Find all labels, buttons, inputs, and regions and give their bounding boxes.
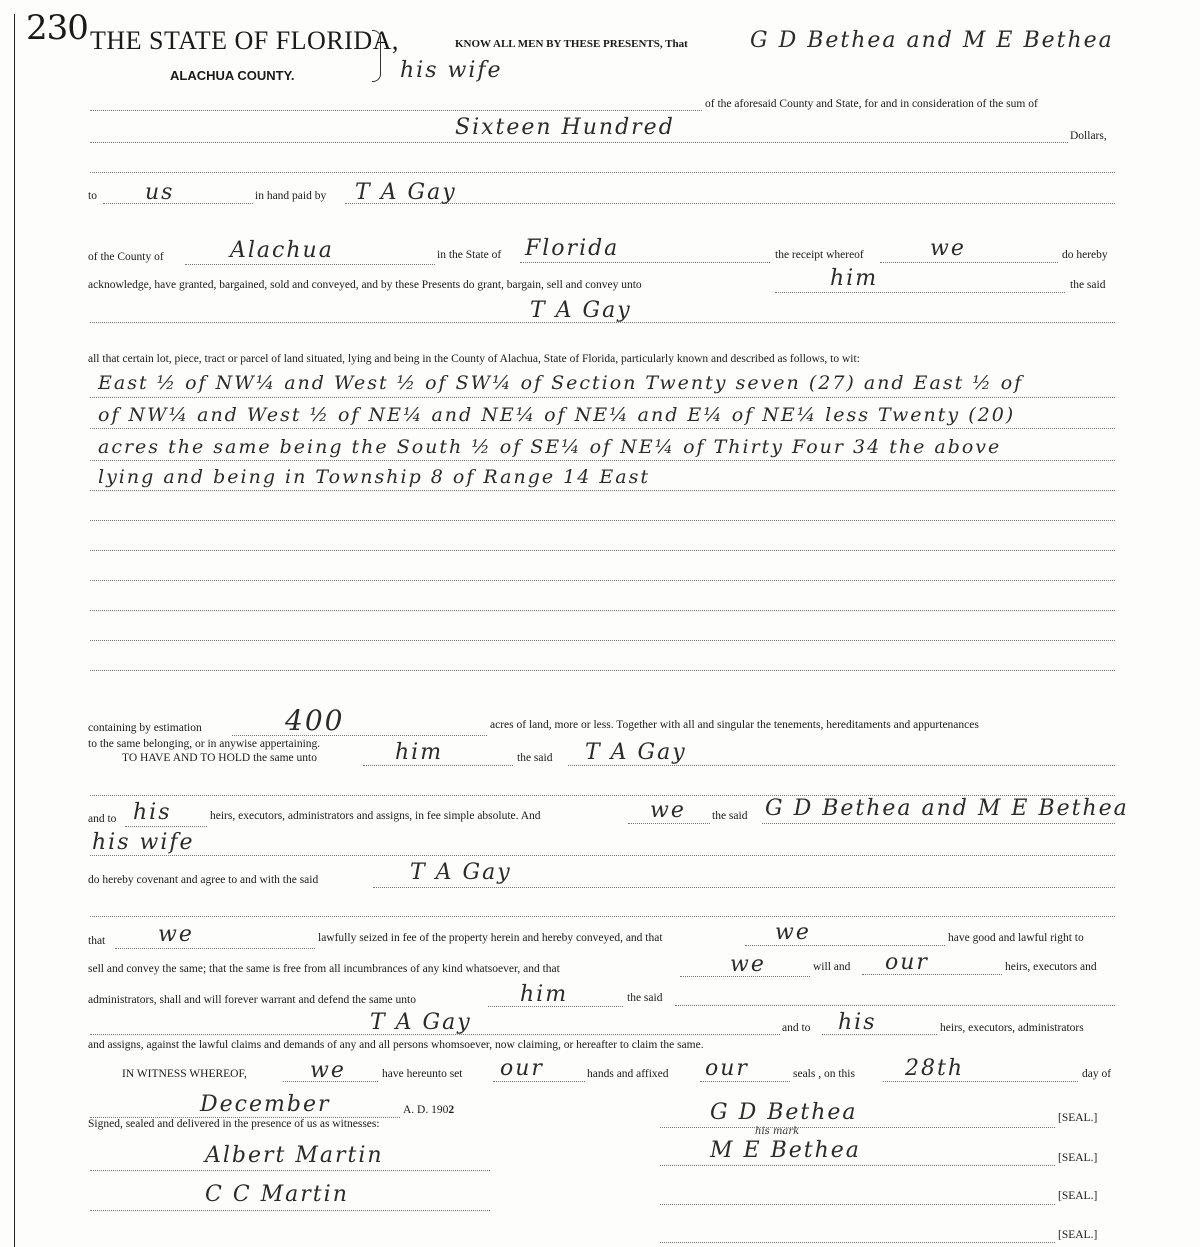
legal-description-line: lying and being in Township 8 of Range 14 East [98,466,650,488]
blank-line [90,670,1115,671]
know-all-text: KNOW ALL MEN BY THESE PRESENTS, That [455,38,688,50]
signature-line [660,1127,1055,1128]
do-hereby-text: do hereby [1062,249,1108,261]
hands-our-handwritten: our [500,1056,544,1081]
blank-line [90,397,1115,398]
his-wife-handwritten: his wife [92,830,195,855]
said-grantors-handwritten: G D Bethea and M E Bethea [765,796,1129,821]
will-and-text: will and [813,961,851,973]
witness-line [90,1170,490,1171]
hands-affixed-text: hands and affixed [587,1068,669,1080]
blank-line [345,203,1115,204]
seal-label: [SEAL.] [1058,1190,1098,1202]
heirs-admin-text: heirs, executors, administrators [940,1022,1084,1034]
signature-grantor-1: G D Bethea [710,1100,858,1125]
day-handwritten: 28th [905,1056,965,1081]
ad-text [403,1104,454,1116]
legal-description-line: of NW¼ and West ½ of NE¼ and NE¼ of NE¼ and E¼ of NE¼ less Twenty (20) [98,404,1016,426]
legal-description-line: East ½ of NW¼ and West ½ of SW¼ of Section Twenty seven (27) and East ½ of [98,372,1024,394]
acknowledge-text: acknowledge, have granted, bargained, sold and conveyed, and by these Presents do grant, bargain, sell and convey unto [88,279,642,291]
blank-line [880,262,1058,263]
ad-label: A. D. 190 [403,1104,449,1116]
dollars-text: Dollars, [1070,130,1107,142]
containing-text: containing by estimation [88,722,202,734]
blank-line [775,292,1065,293]
signature-line [660,1204,1055,1205]
month-handwritten: December [200,1092,331,1117]
receipt-handwritten: we [930,236,966,261]
blank-line [568,765,1115,766]
heirs-and-text: heirs, executors and [1005,961,1097,973]
blank-line [125,826,207,827]
paid-by-text: in hand paid by [255,190,327,202]
the-said-text: the said [517,752,553,764]
blank-line [90,110,702,111]
seized-pronoun-handwritten: we [775,920,811,945]
and-to-pronoun-handwritten: his [838,1010,877,1035]
the-said-text: the said [1070,279,1106,291]
signature-mark: his mark [755,1126,800,1137]
blank-line [862,974,1002,975]
witness-line [90,1210,490,1211]
witness-pronoun-handwritten: we [310,1058,346,1083]
page-left-border [14,14,15,1247]
signature-grantor-2: M E Bethea [710,1138,861,1163]
seal-label: [SEAL.] [1058,1152,1098,1164]
blank-line [883,1081,1078,1082]
heirs-exec-text: heirs, executors, administrators and assigns, in fee simple absolute. And [210,810,541,822]
paid-by-handwritten: T A Gay [355,180,457,205]
defend-unto-handwritten: him [520,982,569,1007]
defend-said-handwritten: T A Gay [370,1010,472,1035]
witness-signature-1: Albert Martin [205,1143,384,1168]
and-to-text: and to [782,1022,811,1034]
and-to-text: and to [88,813,117,825]
signed-sealed-text: Signed, sealed and delivered in the presence of us as witnesses: [88,1118,380,1130]
acres-more-text: acres of land, more or less. Together with all and singular the tenements, hereditaments and appurtenances [490,719,979,731]
to-text: to [88,190,97,202]
blank-line [745,945,945,946]
county-handwritten: Alachua [230,238,334,263]
administrators-text: administrators, shall and will forever warrant and defend the same unto [88,994,416,1006]
convey-unto-handwritten: him [830,266,879,291]
have-set-text: have hereunto set [382,1068,463,1080]
to-have-text: TO HAVE AND TO HOLD the same unto [122,752,317,764]
state-handwritten: Florida [525,236,620,261]
witness-signature-2: C C Martin [205,1182,349,1207]
blank-line [90,172,1115,173]
that-text: that [88,935,106,947]
blank-line [363,765,513,766]
blank-line [185,264,435,265]
blank-line [675,1005,1115,1006]
acres-handwritten: 400 [285,704,345,737]
all-that-text: all that certain lot, piece, tract or parcel of land situated, lying and being in the County of Alachua, State of Florida, particularly known and described as follows, to wit: [88,353,860,365]
blank-line [628,823,710,824]
blank-line [90,640,1115,641]
our-heirs-handwritten: our [885,950,929,975]
to-whom-handwritten: us [145,180,175,205]
blank-line [90,610,1115,611]
blank-line [103,203,253,204]
aforesaid-text: of the aforesaid County and State, for and in consideration of the sum of [705,98,1038,110]
county-of-text: of the County of [88,251,164,263]
grantors-handwritten: G D Bethea and M E Bethea [750,28,1114,53]
seals-our-handwritten: our [705,1056,749,1081]
blank-line [520,262,770,263]
amount-handwritten: Sixteen Hundred [455,115,675,140]
heading-bracket [372,30,381,82]
blank-line [115,948,315,949]
blank-line [90,855,1115,856]
signature-line [660,1165,1055,1166]
will-pronoun-handwritten: we [730,952,766,977]
his-wife-handwritten: his wife [400,58,503,83]
heirs-pronoun-handwritten: his [133,800,172,825]
good-right-text: have good and lawful right to [948,932,1084,944]
and-pronoun-handwritten: we [650,798,686,823]
grantee-handwritten: T A Gay [530,298,632,323]
blank-line [762,823,1115,824]
county-heading: ALACHUA COUNTY. [170,68,295,83]
and-assigns-text: and assigns, against the lawful claims and demands of any and all persons whomsoever, now claiming, or hereafter to claim the same. [88,1039,704,1051]
blank-line [373,887,1115,888]
legal-description-line: acres the same being the South ½ of SE¼ of NE¼ of Thirty Four 34 the above [98,436,1002,458]
state-of-text: in the State of [437,249,502,261]
the-said-text: the said [627,992,663,1004]
sell-convey-text: sell and convey the same; that the same is free from all incumbrances of any kind whatsoever, and that [88,963,560,975]
blank-line [493,1081,585,1082]
seals-on-text: seals , on this [793,1068,855,1080]
the-said-text: the said [712,810,748,822]
year-digit: 2 [448,1104,455,1116]
state-heading: THE STATE OF FLORIDA, [90,26,399,55]
blank-line [90,520,1115,521]
hold-said-handwritten: T A Gay [585,740,687,765]
blank-line [90,916,1115,917]
covenant-said-handwritten: T A Gay [410,860,512,885]
blank-line [232,735,487,736]
blank-line [90,580,1115,581]
day-of-text: day of [1082,1068,1112,1080]
lawfully-text: lawfully seized in fee of the property herein and hereby conveyed, and that [318,932,663,944]
seal-label: [SEAL.] [1058,1112,1098,1124]
seal-label: [SEAL.] [1058,1229,1098,1241]
page-number: 230 [26,8,88,48]
blank-line [700,1081,790,1082]
blank-line [90,490,1115,491]
to-same-text: to the same belonging, or in anywise appertaining. [88,738,321,750]
blank-line [90,428,1115,429]
blank-line [90,550,1115,551]
blank-line [90,460,1115,461]
that-pronoun-handwritten: we [158,922,194,947]
signature-line [660,1242,1055,1243]
amount-line [90,142,1068,143]
receipt-text: the receipt whereof [775,249,864,261]
covenant-text: do hereby covenant and agree to and with the said [88,874,319,886]
in-witness-text: IN WITNESS WHEREOF, [122,1068,247,1080]
hold-unto-handwritten: him [395,740,444,765]
